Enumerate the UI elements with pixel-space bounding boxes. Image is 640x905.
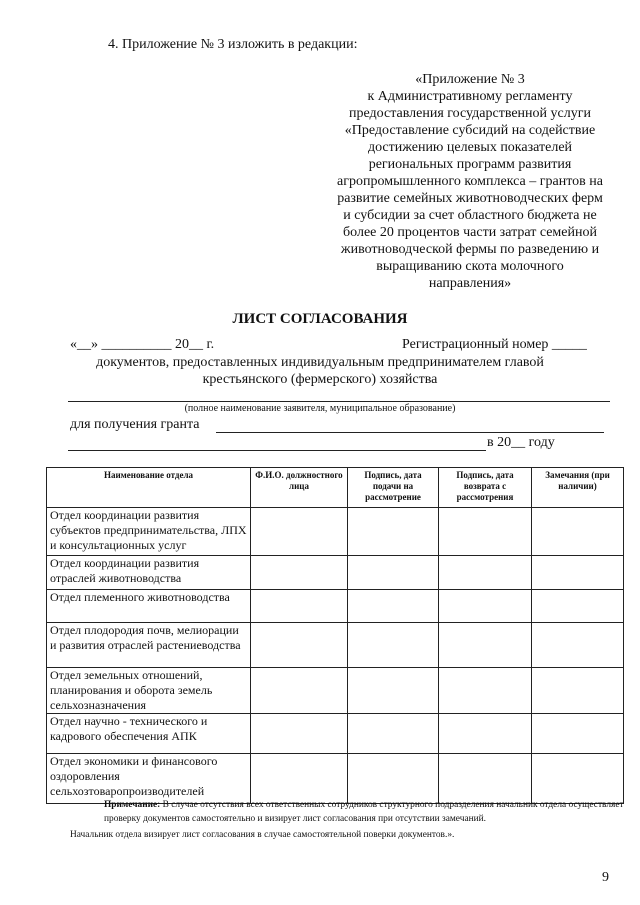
year-field: в 20__ году: [487, 435, 555, 450]
table-row: [47, 590, 624, 623]
return-signature-cell[interactable]: [439, 623, 532, 668]
appendix-line: более 20 процентов части затрат семейной: [343, 225, 597, 240]
appendix-line: животноводческой фермы по разведению и: [340, 242, 600, 257]
appendix-line: к Административному регламенту: [367, 89, 573, 104]
official-cell[interactable]: [251, 590, 348, 623]
documents-line-2: крестьянского (фермерского) хозяйства: [202, 372, 438, 387]
submit-signature-cell[interactable]: [348, 508, 439, 556]
submit-signature-cell[interactable]: [348, 590, 439, 623]
submit-signature-cell[interactable]: [348, 623, 439, 668]
remarks-cell[interactable]: [532, 623, 624, 668]
remarks-cell[interactable]: [532, 668, 624, 714]
col-header-department: Наименование отдела: [47, 468, 251, 508]
department-cell: Отдел научно - технического и кадрового обеспечения АПК: [47, 714, 251, 754]
note-text-2: Начальник отдела визирует лист согласования в случае самостоятельной поверки документов.».: [70, 830, 455, 840]
date-field: «__» __________ 20__ г.: [70, 337, 215, 352]
appendix-header: [310, 71, 630, 292]
appendix-line: и субсидии за счет областного бюджета не: [343, 208, 597, 223]
return-signature-cell[interactable]: [439, 556, 532, 590]
appendix-line: региональных программ развития: [368, 157, 572, 172]
appendix-line: «Предоставление субсидий на содействие: [344, 123, 596, 138]
grant-line: [216, 432, 604, 433]
page-number: 9: [602, 870, 609, 885]
remarks-cell[interactable]: [532, 590, 624, 623]
applicant-caption: (полное наименование заявителя, муниципальное образование): [184, 403, 456, 414]
table-row: [47, 508, 624, 556]
submit-signature-cell[interactable]: [348, 556, 439, 590]
submit-signature-cell[interactable]: [348, 714, 439, 754]
official-cell[interactable]: [251, 508, 348, 556]
appendix-line: направления»: [428, 276, 512, 291]
note-text: В случае отсутствия всех ответственных сотрудников структурного подразделения начальник отдела осуществляет проверку документов самостоятельно и визирует лист согласования при отсутствии замечаний.: [104, 800, 624, 824]
table-row: [47, 668, 624, 714]
official-cell[interactable]: [251, 556, 348, 590]
department-cell: Отдел земельных отношений, планирования и оборота земель сельхозназначения: [47, 668, 251, 714]
submit-signature-cell[interactable]: [348, 668, 439, 714]
appendix-line: развитие семейных животноводческих ферм: [337, 191, 603, 206]
table-row: [47, 714, 624, 754]
appendix-line: агропромышленного комплекса – грантов на: [337, 174, 603, 189]
note: [46, 798, 630, 826]
department-cell: Отдел племенного животноводства: [47, 590, 251, 623]
department-cell: Отдел экономики и финансового оздоровления сельхозтоваропроизводителей: [47, 754, 251, 804]
approval-table: [46, 467, 624, 804]
grant-line-2: [68, 450, 486, 451]
col-header-remarks: Замечания (при наличии): [532, 468, 624, 508]
appendix-line: достижению целевых показателей: [367, 140, 573, 155]
col-header-submit-signature: Подпись, дата подачи на рассмотрение: [348, 468, 439, 508]
table-header-row: [47, 468, 624, 508]
department-cell: Отдел плодородия почв, мелиорации и развития отраслей растениеводства: [47, 623, 251, 668]
remarks-cell[interactable]: [532, 754, 624, 804]
remarks-cell[interactable]: [532, 508, 624, 556]
table-row: [47, 754, 624, 804]
return-signature-cell[interactable]: [439, 508, 532, 556]
col-header-official: Ф.И.О. должностного лица: [251, 468, 348, 508]
department-cell: Отдел координации развития отраслей животноводства: [47, 556, 251, 590]
return-signature-cell[interactable]: [439, 754, 532, 804]
return-signature-cell[interactable]: [439, 714, 532, 754]
official-cell[interactable]: [251, 714, 348, 754]
remarks-cell[interactable]: [532, 714, 624, 754]
sheet-title: ЛИСТ СОГЛАСОВАНИЯ: [232, 311, 408, 327]
official-cell[interactable]: [251, 623, 348, 668]
submit-signature-cell[interactable]: [348, 754, 439, 804]
registration-number: Регистрационный номер _____: [402, 337, 587, 352]
official-cell[interactable]: [251, 754, 348, 804]
intro-text: 4. Приложение № 3 изложить в редакции:: [108, 37, 358, 52]
note-label: Примечание:: [104, 800, 161, 810]
return-signature-cell[interactable]: [439, 668, 532, 714]
appendix-line: выращиванию скота молочного: [376, 259, 564, 274]
return-signature-cell[interactable]: [439, 590, 532, 623]
remarks-cell[interactable]: [532, 556, 624, 590]
table-row: [47, 556, 624, 590]
table-row: [47, 623, 624, 668]
documents-line-1: документов, предоставленных индивидуальным предпринимателем главой: [96, 355, 544, 370]
col-header-return-signature: Подпись, дата возврата с рассмотрения: [439, 468, 532, 508]
grant-label: для получения гранта: [70, 417, 200, 432]
applicant-line: [68, 401, 610, 402]
appendix-line: предоставления государственной услуги: [349, 106, 591, 121]
official-cell[interactable]: [251, 668, 348, 714]
appendix-line: «Приложение № 3: [415, 72, 525, 87]
department-cell: Отдел координации развития субъектов предпринимательства, ЛПХ и консультационных услуг: [47, 508, 251, 556]
